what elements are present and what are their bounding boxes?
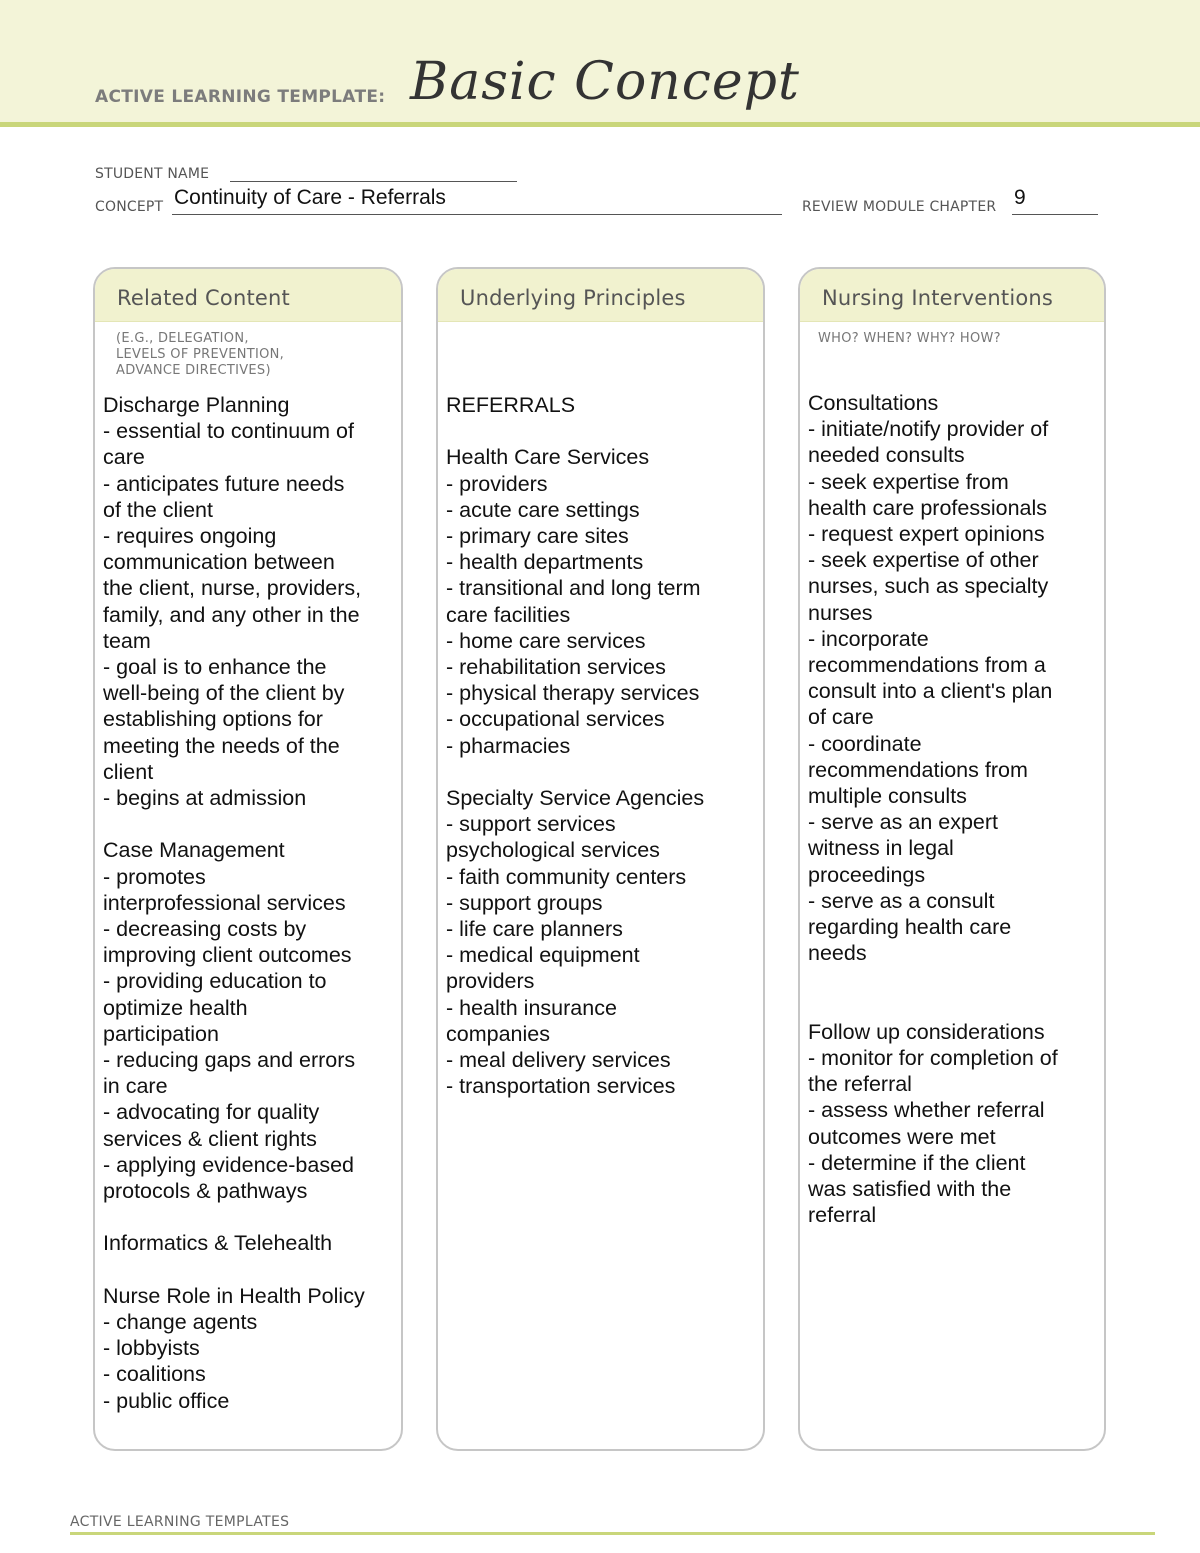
related-line: protocols & pathways	[103, 1179, 308, 1204]
underlying-line: - providers	[446, 471, 548, 496]
related-line	[103, 1204, 393, 1230]
related-line: - advocating for quality	[103, 1100, 320, 1125]
related-line: communication between	[103, 550, 335, 575]
nursing-line: - initiate/notify provider of	[808, 417, 1049, 442]
nursing-line: witness in legal	[808, 836, 954, 861]
student-name-label: STUDENT NAME	[95, 166, 210, 182]
underlying-line: care facilities	[446, 602, 571, 627]
nursing-line: proceedings	[808, 862, 926, 887]
nursing-line: recommendations from a	[808, 653, 1046, 678]
footer-label: ACTIVE LEARNING TEMPLATES	[70, 1514, 290, 1530]
nursing-line: - determine if the client	[808, 1150, 1026, 1175]
underlying-line: - faith community centers	[446, 864, 687, 889]
related-line: team	[103, 628, 151, 653]
related-line: - lobbyists	[103, 1336, 200, 1361]
related-line: - public office	[103, 1388, 230, 1413]
underlying-line: - pharmacies	[446, 733, 571, 758]
underlying-line: - occupational services	[446, 707, 665, 732]
nursing-line: recommendations from	[808, 757, 1028, 782]
related-line	[103, 811, 393, 837]
related-line: - coalitions	[103, 1362, 206, 1387]
nursing-interventions-title: Nursing Interventions	[822, 286, 1054, 310]
related-line: - applying evidence-based	[103, 1152, 354, 1177]
related-line: - decreasing costs by	[103, 917, 307, 942]
related-line: participation	[103, 1021, 219, 1046]
underlying-line: - health insurance	[446, 995, 617, 1020]
nursing-line: regarding health care	[808, 915, 1012, 940]
nursing-interventions-text[interactable]	[808, 390, 1098, 1228]
footer-rule	[70, 1532, 1155, 1535]
related-line: the client, nurse, providers,	[103, 576, 362, 601]
nursing-line: consult into a client's plan	[808, 679, 1053, 704]
underlying-line: REFERRALS	[446, 393, 576, 417]
underlying-line: - support services	[446, 812, 616, 837]
nursing-line	[808, 966, 1098, 992]
related-line: family, and any other in the	[103, 602, 360, 627]
nursing-line: outcomes were met	[808, 1124, 996, 1149]
nursing-line: needs	[808, 941, 867, 966]
related-line: optimize health	[103, 995, 248, 1020]
underlying-line: - physical therapy services	[446, 681, 700, 706]
related-content-card	[93, 267, 403, 1451]
underlying-line	[446, 759, 736, 785]
related-line: Case Management	[103, 838, 285, 863]
related-line: in care	[103, 1074, 168, 1099]
concept-line	[172, 214, 782, 215]
underlying-principles-title: Underlying Principles	[460, 286, 686, 310]
nursing-line: - serve as an expert	[808, 810, 999, 835]
nursing-line: - seek expertise of other	[808, 548, 1039, 573]
underlying-line: Health Care Services	[446, 445, 650, 470]
concept-field[interactable]: Continuity of Care - Referrals	[174, 186, 446, 209]
template-label: ACTIVE LEARNING TEMPLATE:	[95, 87, 386, 107]
underlying-line: - rehabilitation services	[446, 655, 666, 680]
nursing-line: - seek expertise from	[808, 469, 1009, 494]
page-title: Basic Concept	[410, 52, 800, 112]
nursing-line: nurses	[808, 600, 873, 625]
nursing-line: multiple consults	[808, 784, 967, 809]
related-line: - reducing gaps and errors	[103, 1048, 356, 1073]
related-line: Informatics & Telehealth	[103, 1231, 333, 1256]
header-rule	[0, 122, 1200, 127]
underlying-line: companies	[446, 1021, 550, 1046]
nursing-line: referral	[808, 1203, 877, 1228]
related-content-title: Related Content	[117, 286, 290, 310]
related-line: meeting the needs of the	[103, 733, 340, 758]
nursing-line: the referral	[808, 1072, 912, 1097]
student-name-field[interactable]	[232, 160, 517, 182]
related-line: care	[103, 445, 145, 470]
underlying-line: - primary care sites	[446, 524, 629, 548]
related-line: - begins at admission	[103, 786, 307, 811]
nursing-line: - request expert opinions	[808, 522, 1045, 547]
nursing-line: - serve as a consult	[808, 888, 995, 913]
underlying-principles-text[interactable]	[446, 392, 736, 1099]
nursing-line: - coordinate	[808, 731, 922, 756]
nursing-line: Consultations	[808, 391, 939, 415]
related-content-subtitle: (E.G., DELEGATION, LEVELS OF PREVENTION, ADVANCE DIRECTIVES)	[116, 331, 285, 378]
nursing-line: nurses, such as specialty	[808, 574, 1049, 599]
nursing-line: of care	[808, 705, 874, 730]
chapter-field[interactable]: 9	[1014, 186, 1026, 209]
related-line: - requires ongoing	[103, 524, 277, 549]
underlying-line: - transitional and long term	[446, 576, 701, 601]
related-line: - goal is to enhance the	[103, 655, 327, 680]
underlying-line: - medical equipment	[446, 943, 640, 968]
related-line: - change agents	[103, 1310, 258, 1335]
related-line: services & client rights	[103, 1126, 317, 1151]
underlying-line: Specialty Service Agencies	[446, 786, 705, 811]
nursing-line: - assess whether referral	[808, 1098, 1045, 1123]
nursing-interventions-card	[798, 267, 1106, 1451]
related-line: Discharge Planning	[103, 393, 290, 417]
underlying-line: psychological services	[446, 838, 660, 863]
related-content-text[interactable]	[103, 392, 393, 1414]
underlying-principles-card	[436, 267, 765, 1451]
related-line: - promotes	[103, 864, 206, 889]
related-line: establishing options for	[103, 707, 323, 732]
nursing-line: Follow up considerations	[808, 1019, 1045, 1044]
underlying-line: - health departments	[446, 550, 644, 575]
underlying-line: - life care planners	[446, 917, 623, 942]
nursing-line: - monitor for completion of	[808, 1046, 1058, 1071]
nursing-line: - incorporate	[808, 626, 929, 651]
underlying-line: - meal delivery services	[446, 1048, 671, 1073]
underlying-line	[446, 418, 736, 444]
chapter-label: REVIEW MODULE CHAPTER	[802, 199, 997, 215]
related-line: - anticipates future needs	[103, 471, 345, 496]
related-line: improving client outcomes	[103, 943, 352, 968]
chapter-line	[1012, 214, 1098, 215]
nursing-interventions-subtitle: WHO? WHEN? WHY? HOW?	[818, 331, 1001, 346]
related-line: well-being of the client by	[103, 681, 345, 706]
related-line: - providing education to	[103, 969, 327, 994]
underlying-line: - transportation services	[446, 1074, 676, 1099]
related-line	[103, 1257, 393, 1283]
underlying-line: - home care services	[446, 628, 646, 653]
concept-label: CONCEPT	[95, 199, 164, 215]
related-line: client	[103, 759, 154, 784]
nursing-line: was satisfied with the	[808, 1177, 1012, 1202]
nursing-line	[808, 993, 1098, 1019]
nursing-line: health care professionals	[808, 495, 1048, 520]
related-line: - essential to continuum of	[103, 419, 354, 444]
underlying-line: - support groups	[446, 890, 603, 915]
related-line: of the client	[103, 497, 213, 522]
underlying-line: - acute care settings	[446, 497, 640, 522]
underlying-line: providers	[446, 969, 535, 994]
nursing-line: needed consults	[808, 443, 965, 468]
related-line: interprofessional services	[103, 890, 346, 915]
related-line: Nurse Role in Health Policy	[103, 1283, 365, 1308]
